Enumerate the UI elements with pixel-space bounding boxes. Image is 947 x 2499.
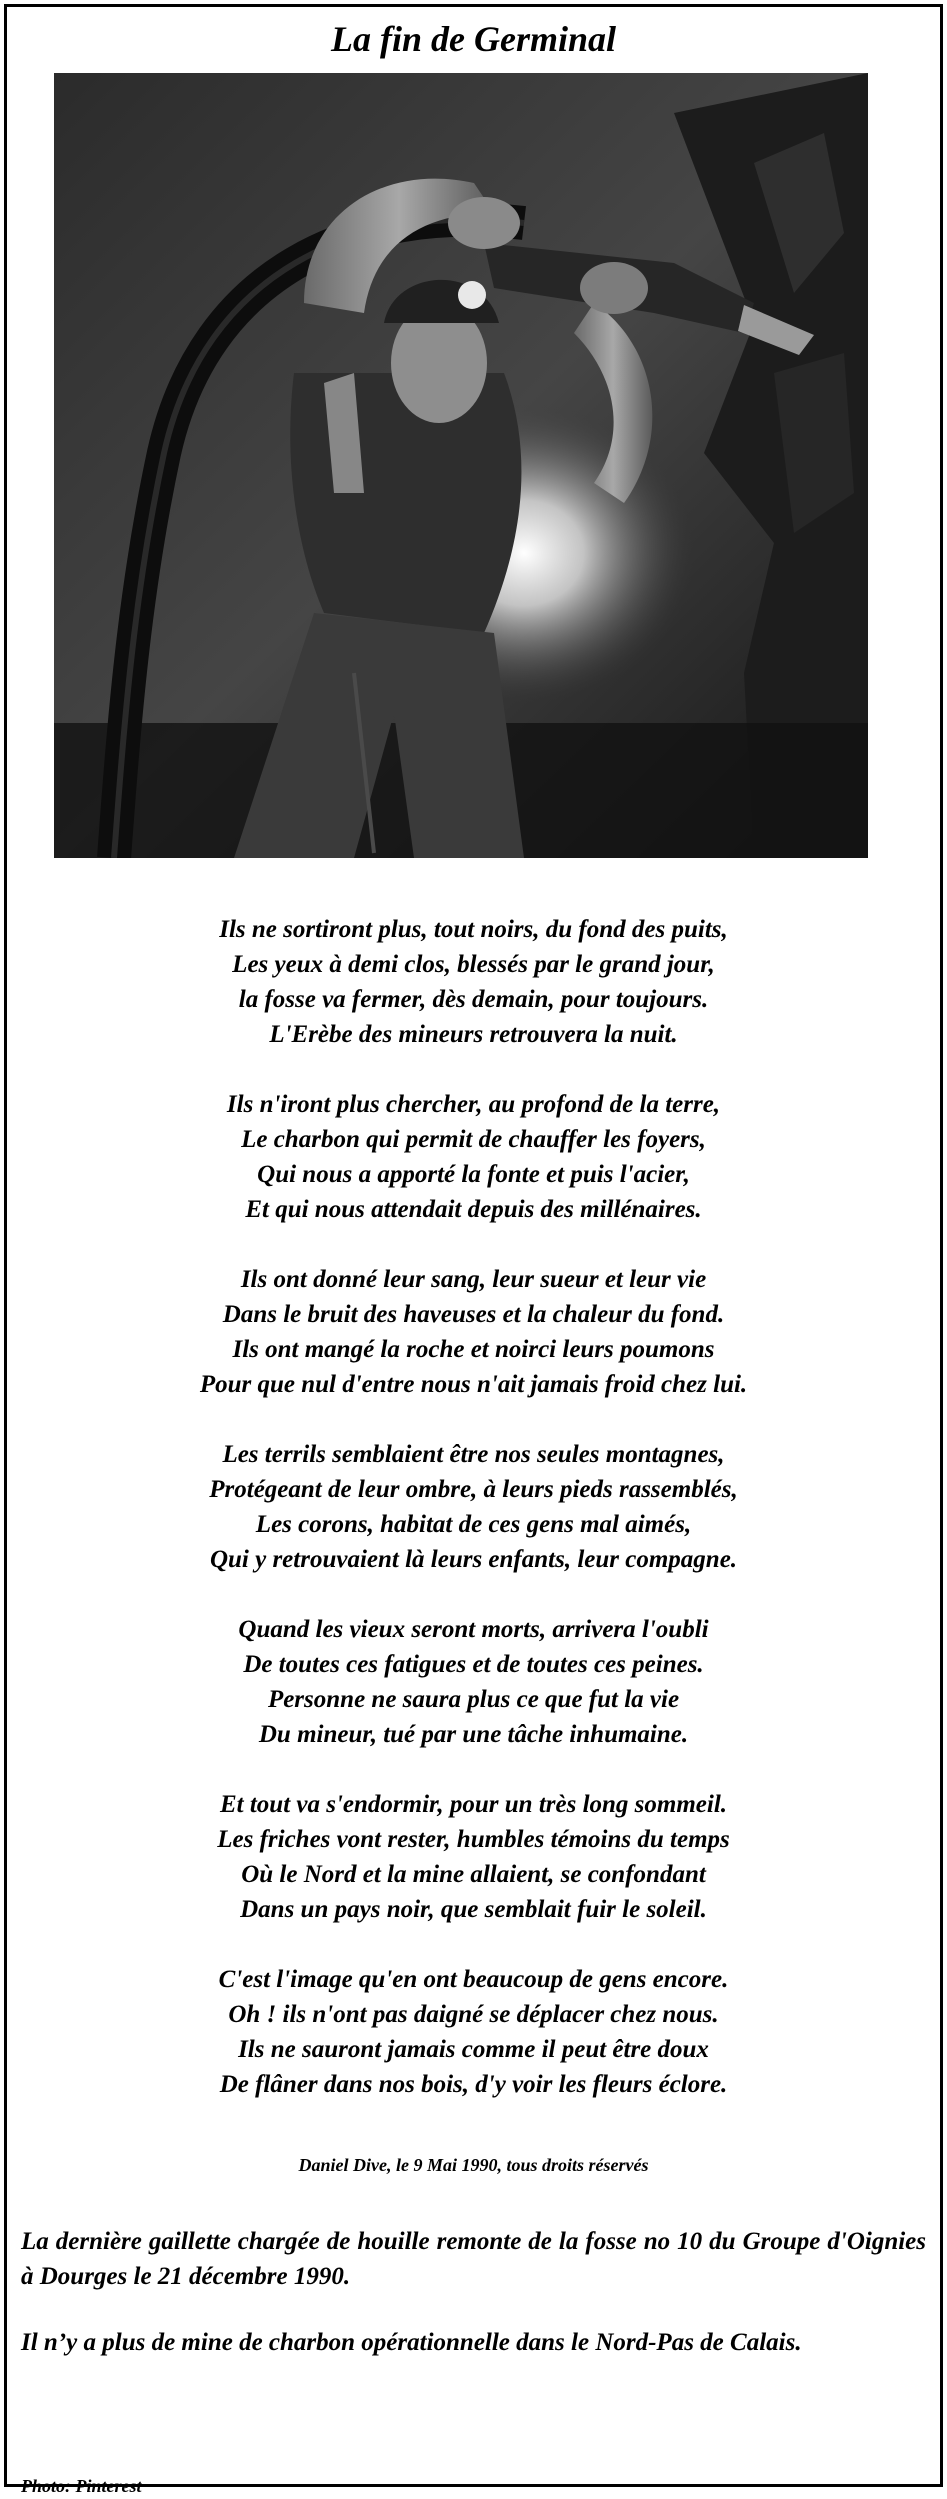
poem-line: Pour que nul d'entre nous n'ait jamais froid chez lui.: [199, 1371, 748, 1398]
poem-line: C'est l'image qu'en ont beaucoup de gens encore.: [218, 1966, 729, 1993]
poem-line: Le charbon qui permit de chauffer les foyers,: [241, 1126, 706, 1153]
poem-line: Les terrils semblaient être nos seules montagnes,: [222, 1441, 725, 1468]
poem-line: Ils ont mangé la roche et noirci leurs poumons: [232, 1336, 715, 1363]
poem-line: Oh ! ils n'ont pas daigné se déplacer chez nous.: [228, 2001, 719, 2028]
poem-stanza: [47, 1262, 900, 1402]
poem-line: Et qui nous attendait depuis des millénaires.: [245, 1196, 702, 1223]
poem-line: Qui nous a apporté la fonte et puis l'acier,: [257, 1161, 690, 1188]
poem-line: De toutes ces fatigues et de toutes ces peines.: [243, 1651, 704, 1678]
poem-signature: Daniel Dive, le 9 Mai 1990, tous droits réservés: [298, 2155, 649, 2175]
poem-line: Ils n'iront plus chercher, au profond de la terre,: [226, 1091, 721, 1118]
poem-line: Dans le bruit des haveuses et la chaleur du fond.: [222, 1301, 725, 1328]
poem-line: Les friches vont rester, humbles témoins du temps: [217, 1826, 730, 1853]
poem-stanza: [47, 1437, 900, 1577]
poem-line: Et tout va s'endormir, pour un très long sommeil.: [219, 1791, 728, 1818]
poem-line: Personne ne saura plus ce que fut la vie: [267, 1686, 680, 1713]
poem: [47, 912, 900, 2137]
poem-line: De flâner dans nos bois, d'y voir les fleurs éclore.: [219, 2071, 728, 2098]
poem-line: Ils ont donné leur sang, leur sueur et leur vie: [240, 1266, 707, 1293]
poem-stanza: [47, 1612, 900, 1752]
poem-line: Dans un pays noir, que semblait fuir le soleil.: [240, 1896, 707, 1923]
miner-photo-illustration: [54, 73, 868, 858]
poem-line: Qui y retrouvaient là leurs enfants, leur compagne.: [209, 1546, 738, 1573]
page-frame: [4, 4, 943, 2496]
poem-line: la fosse va fermer, dès demain, pour toujours.: [238, 986, 709, 1013]
poem-stanza: [47, 1962, 900, 2102]
note-no-mine: Il n’y a plus de mine de charbon opérationnelle dans le Nord-Pas de Calais.: [21, 2329, 802, 2356]
note-last-coal: La dernière gaillette chargée de houille remonte de la fosse no 10 du Groupe d'Oignies à Dourges le 21 décembre 1990.: [21, 2228, 926, 2290]
poem-line: Du mineur, tué par une tâche inhumaine.: [258, 1721, 689, 1748]
photo-credit: Photo: Pinterest: [21, 2476, 142, 2496]
poem-line: Protégeant de leur ombre, à leurs pieds rassemblés,: [209, 1476, 738, 1503]
poem-line: L'Erèbe des mineurs retrouvera la nuit.: [269, 1021, 678, 1048]
poem-line: Où le Nord et la mine allaient, se confondant: [241, 1861, 706, 1888]
poem-line: Ils ne sauront jamais comme il peut être doux: [238, 2036, 709, 2063]
poem-stanza: [47, 912, 900, 1052]
poem-stanza: [47, 1087, 900, 1227]
page-title: La fin de Germinal: [331, 19, 616, 59]
poem-stanza: [47, 1787, 900, 1927]
miner-photo: [54, 73, 868, 858]
poem-line: Les corons, habitat de ces gens mal aimés,: [255, 1511, 692, 1538]
poem-line: Ils ne sortiront plus, tout noirs, du fond des puits,: [219, 916, 728, 943]
poem-line: Les yeux à demi clos, blessés par le grand jour,: [232, 951, 715, 978]
poem-line: Quand les vieux seront morts, arrivera l'oubli: [238, 1616, 709, 1643]
